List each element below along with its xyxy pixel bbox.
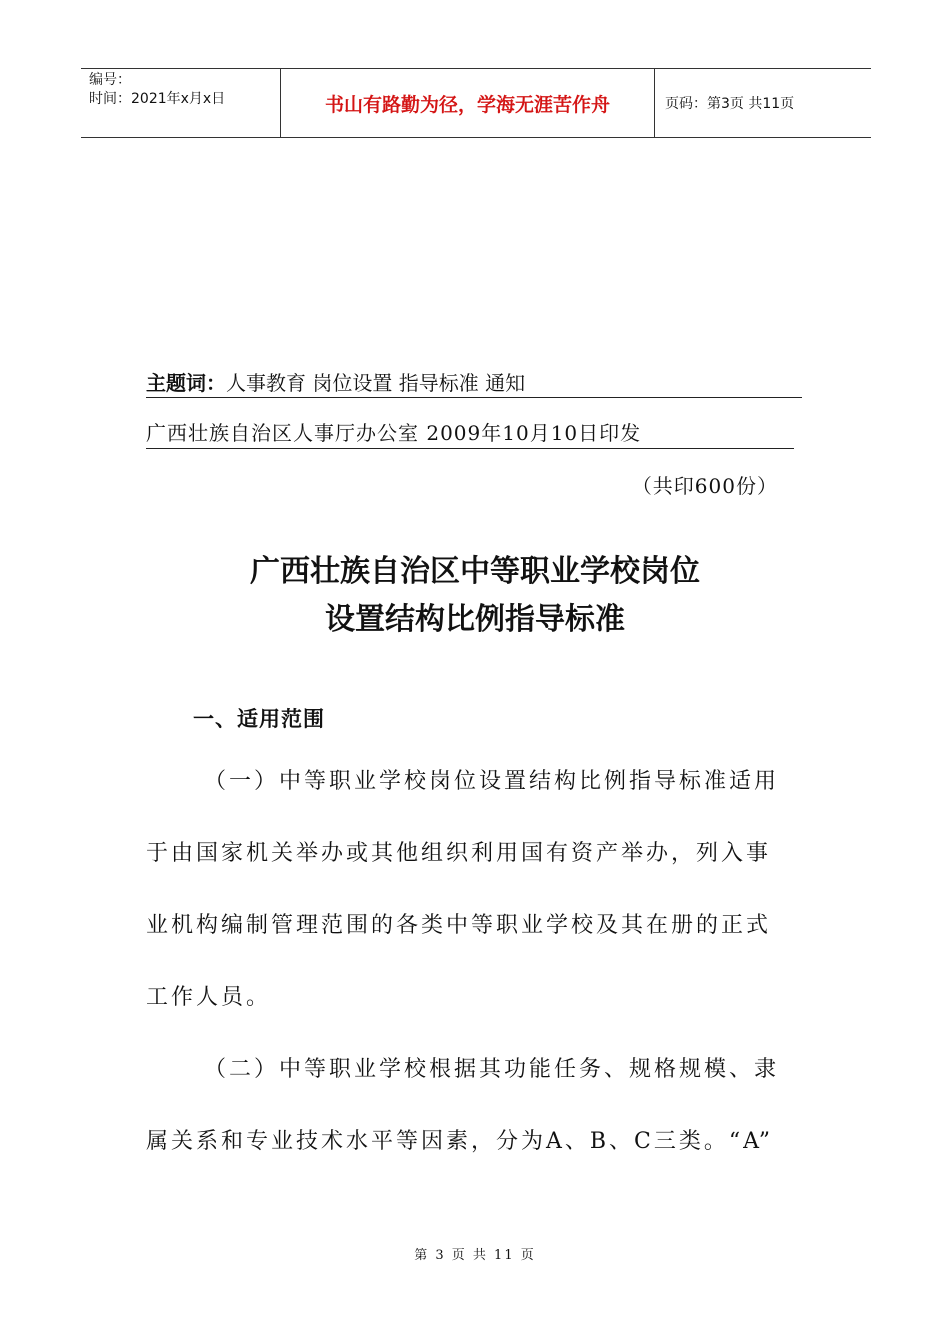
number-label: 编号： [89,72,131,88]
paragraph-2: （二）中等职业学校根据其功能任务、规格规模、隶属关系和专业技术水平等因素，分为A、B、C三类。“A” [146,1057,780,1154]
issued-line: 广西壮族自治区人事厅办公室 2009年10月10日印发 [146,420,794,449]
time-label: 时间：2021年x月x日 [89,91,226,107]
document-title [0,548,950,644]
subject-keywords: 人事教育 岗位设置 指导标准 通知 [226,371,526,395]
title-line-2: 设置结构比例指导标准 [325,602,625,637]
subject-label: 主题词： [146,371,226,395]
header-meta [81,69,281,137]
page-footer: 第 3 页 共 11 页 [414,1248,536,1263]
title-line-1: 广西壮族自治区中等职业学校岗位 [250,554,700,589]
document-header [81,68,871,138]
paragraph-1: （一）中等职业学校岗位设置结构比例指导标准适用于由国家机关举办或其他组织利用国有资产举办，列入事业机构编制管理范围的各类中等职业学校及其在册的正式工作人员。 [146,769,780,1010]
header-page-label: 页码：第3页 共11页 [665,96,795,112]
subject-keywords-line [146,370,802,398]
copies-count: （共印600份） [631,474,778,498]
header-motto: 书山有路勤为径，学海无涯苦作舟 [281,69,655,137]
section-heading: 一、适用范围 [193,706,325,731]
